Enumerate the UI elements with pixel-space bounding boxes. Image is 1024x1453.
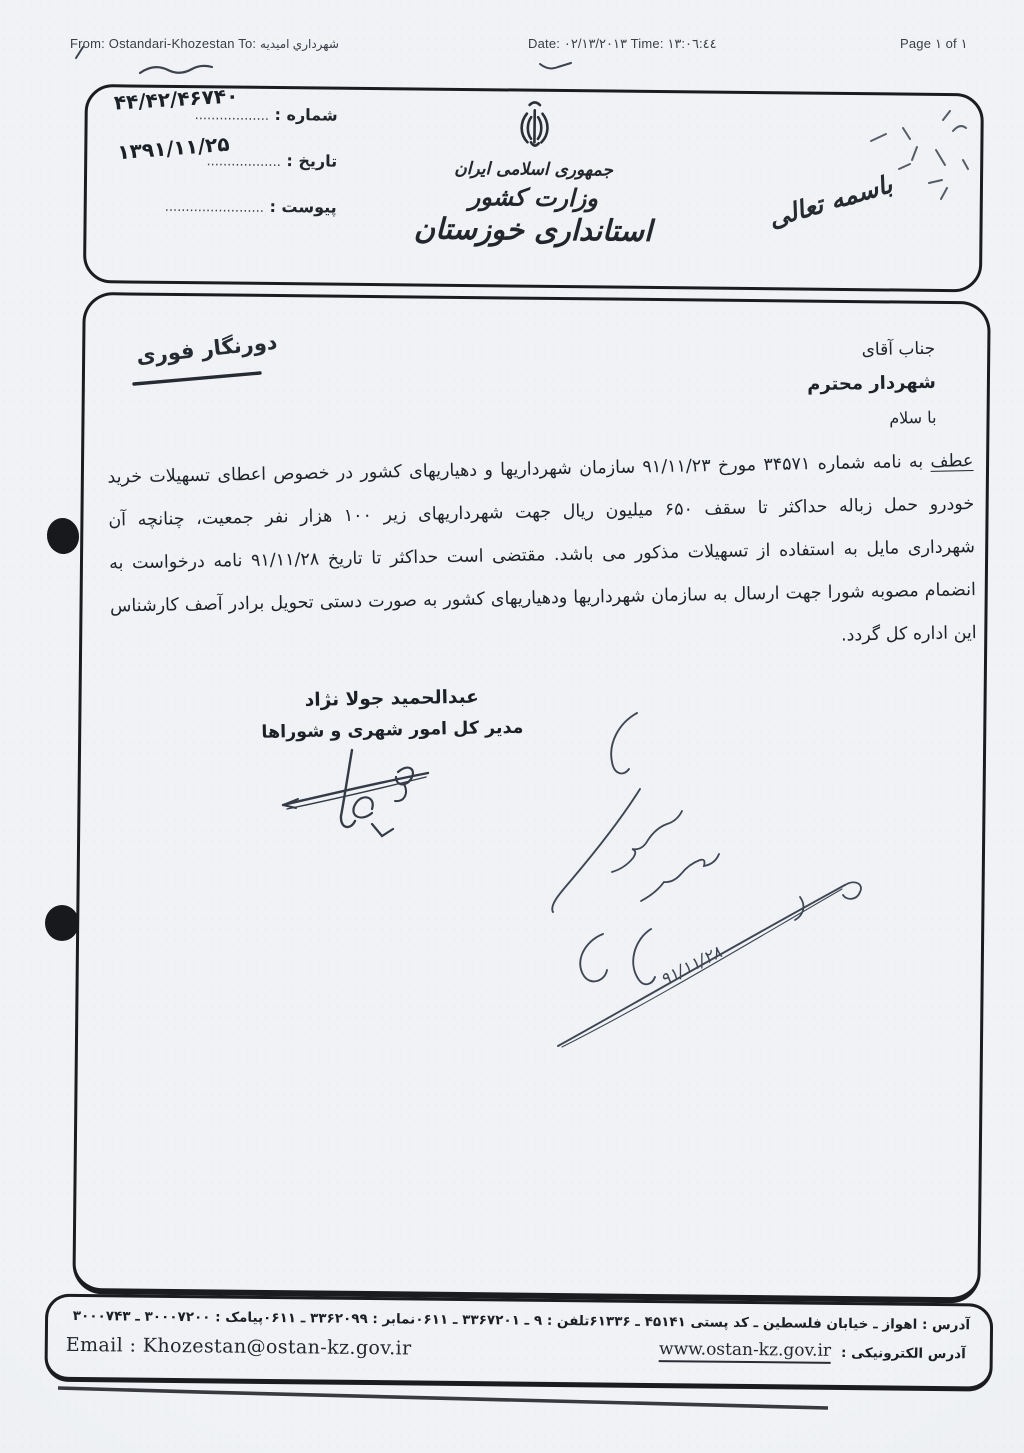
fax-to-value: شهرداري اميديه <box>260 37 339 51</box>
recipient-line1: جناب آقای <box>861 338 936 361</box>
ref-number-dots: .................. <box>194 108 270 124</box>
footer-phone: تلفن : ۹ ـ ۳۳۶۷۲۰۱ ـ ۰۶۱۱ <box>415 1311 590 1330</box>
recipient-line2: شهردار محترم <box>806 371 937 396</box>
ref-date-dots: .................. <box>206 154 281 171</box>
letter-paragraph <box>97 440 981 672</box>
footer-fax: نمابر : ۳۳۶۲۰۹۹ ـ ۰۶۱۱ <box>263 1309 416 1328</box>
fax-page-number: Page ١ of ١ <box>900 36 968 51</box>
ref-attachment-dots: ........................ <box>164 199 264 216</box>
handwritten-date: ۹۱/۱۱/۲۸ <box>657 942 726 991</box>
fax-date-label: Date: <box>528 36 561 51</box>
letterhead-organization: استانداری خوزستان <box>413 211 653 249</box>
email-label: Email : <box>65 1333 137 1357</box>
ref-date-label: تاریخ : <box>286 151 338 171</box>
signer-name: عبدالحمید جولا نژاد <box>304 686 480 711</box>
fax-from-label: From: Ostandari-Khozestan To: <box>70 36 257 51</box>
body-line-5: این اداره کل گردد. <box>840 623 977 646</box>
ref-attachment-label: پیوست : <box>269 196 337 217</box>
basmala-note: باسمه تعالی <box>765 169 896 234</box>
body-line-4: انضمام مصوبه شورا جهت ارسال به سازمان شهرداریها ودهیاریهای کشور به صورت دستی تحویل برادر آصف کارشناس <box>109 580 977 617</box>
body-line-1-rest: به نامه شماره ۳۴۵۷۱ مورخ ۹۱/۱۱/۲۳ سازمان شهرداریها و دهیاریهای کشور در خصوص اعطای تسهیلات خرید <box>107 451 931 488</box>
letterhead-ministry: وزارت کشور <box>468 181 599 212</box>
letterhead-country: جمهوری اسلامی ایران <box>454 158 614 181</box>
letterhead-center <box>86 93 981 252</box>
website-url: www.ostan-kz.gov.ir <box>659 1339 831 1364</box>
footer-box <box>44 1294 993 1392</box>
signer-title: مدیر کل امور شهری و شوراها <box>261 717 524 743</box>
signer-block <box>242 685 543 743</box>
body-line-2: خودرو حمل زباله حداکثر تا سقف ۶۵۰ میلیون ریال جهت شهرداریهای زیر ۱۰۰ هزار نفر جمعیت، چنانچه آن <box>108 494 975 531</box>
fax-date-value: ٠٢/١٣/٢٠١٣ <box>563 36 627 51</box>
footer-website <box>659 1339 966 1365</box>
website-label: آدرس الکترونیکی : <box>840 1344 966 1362</box>
salutation: با سلام <box>889 407 937 428</box>
footer-email <box>66 1334 412 1360</box>
ref-date-value-handwritten: ۱۳۹۱/۱۱/۲۵ <box>116 131 231 165</box>
footer-address: آدرس : اهواز ـ خیابان فلسطین ـ کد پستی ۴۵۱۴۱ ـ ۶۱۳۳۶ <box>589 1313 971 1334</box>
fax-time-value: ١٣:٠٦:٤٤ <box>667 36 717 51</box>
typed-letter-content <box>95 338 982 746</box>
ref-number-label: شماره : <box>274 104 338 125</box>
ref-number-value-handwritten: ۴۴/۴۲/۴۶۷۴۰ <box>113 83 239 115</box>
fax-time-label: Time: <box>630 36 664 51</box>
footer-sms: پیامک : ۳۰۰۰۷۲۰۰ ـ ۳۰۰۰۷۴۳ <box>72 1307 264 1326</box>
iran-allah-emblem-icon <box>508 97 561 156</box>
letterhead-box <box>83 84 984 292</box>
urgent-fax-note: دورنگار فوری <box>135 329 279 369</box>
body-line-3: شهرداری مایل به استفاده از تسهیلات مذکور می باشد. مقتضی است حداکثر تا تاریخ ۹۱/۱۱/۲۸ نامه درخواست به <box>108 537 976 574</box>
body-first-word: عطف <box>930 451 974 472</box>
email-value: Khozestan@ostan-kz.gov.ir <box>142 1334 412 1360</box>
